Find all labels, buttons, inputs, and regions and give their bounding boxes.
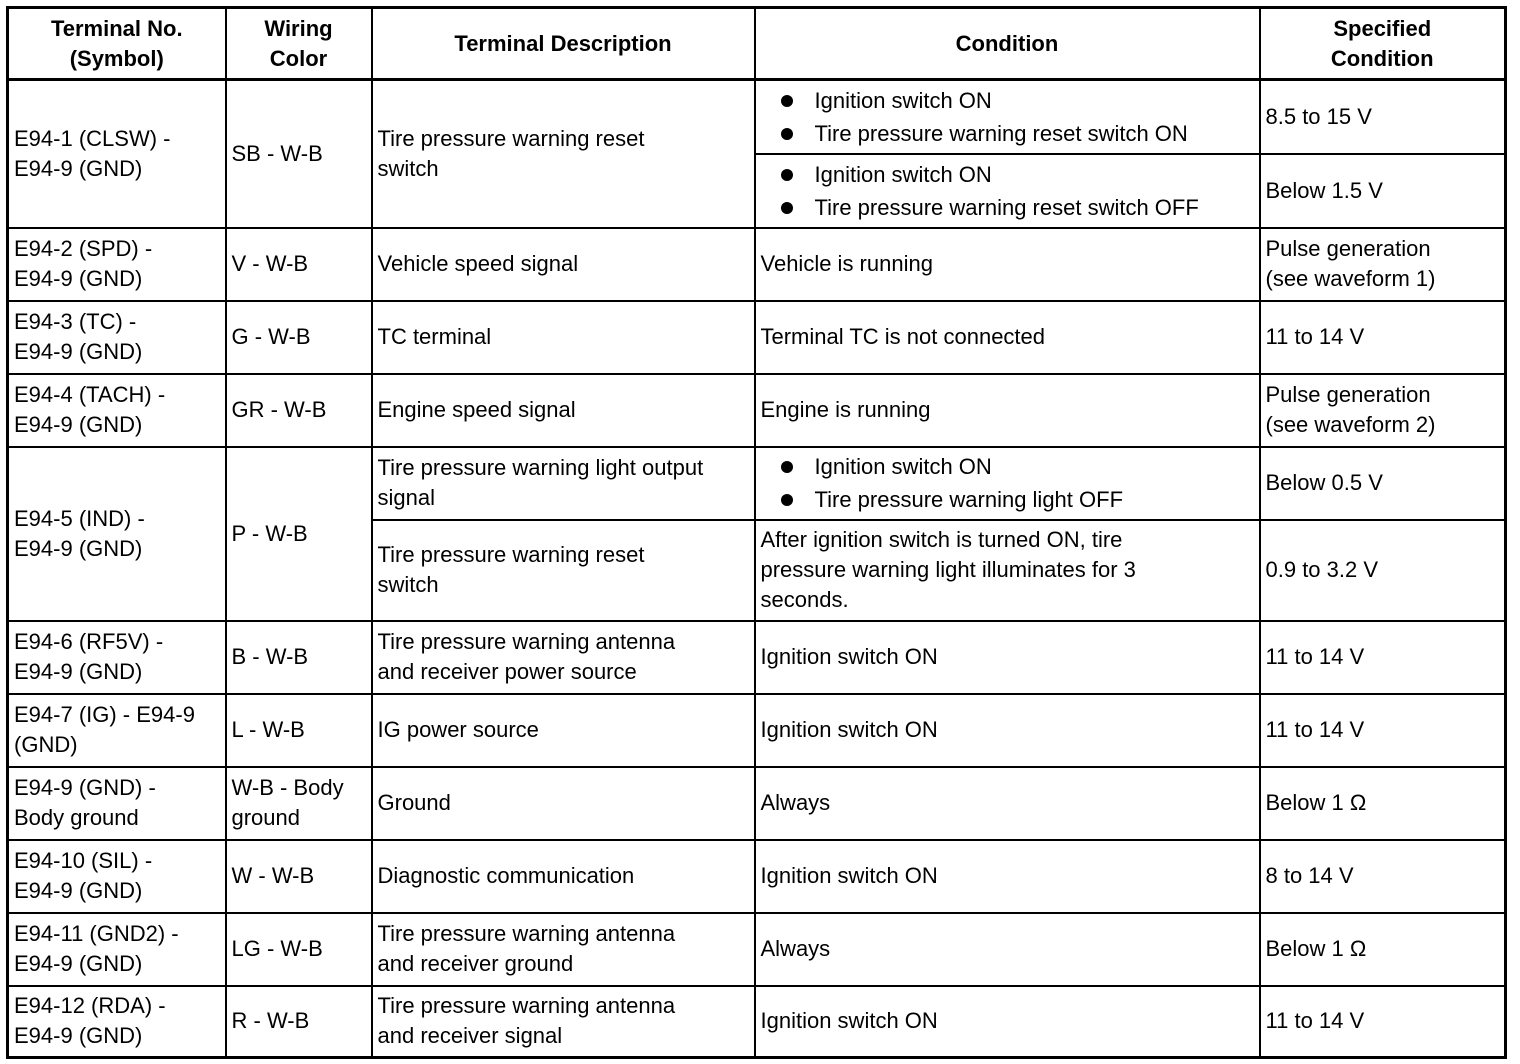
condition-cell: Engine is running	[755, 374, 1260, 447]
wiring-color-cell: SB - W-B	[226, 80, 372, 228]
description-cell: IG power source	[372, 694, 755, 767]
spec-cell: Below 0.5 V	[1260, 447, 1506, 520]
condition-cell: After ignition switch is turned ON, tire pressure warning light illuminates for 3 seconds.	[755, 520, 1260, 621]
terminal-cell: E94-6 (RF5V) - E94-9 (GND)	[8, 621, 226, 694]
description-cell: Tire pressure warning reset switch	[372, 80, 755, 228]
wiring-color-cell: L - W-B	[226, 694, 372, 767]
wiring-color-cell: W-B - Body ground	[226, 767, 372, 840]
condition-cell: Ignition switch ON	[755, 840, 1260, 913]
wiring-color-cell: R - W-B	[226, 986, 372, 1058]
header-specified-condition: Specified Condition	[1260, 8, 1506, 80]
wiring-color-cell: G - W-B	[226, 301, 372, 374]
wiring-color-cell: LG - W-B	[226, 913, 372, 986]
condition-bullet: Tire pressure warning reset switch ON	[781, 117, 1254, 150]
terminal-table-container	[6, 6, 1507, 1059]
description-cell: Ground	[372, 767, 755, 840]
spec-cell: 8 to 14 V	[1260, 840, 1506, 913]
condition-bullet: Ignition switch ON	[781, 450, 1254, 483]
terminal-cell: E94-9 (GND) - Body ground	[8, 767, 226, 840]
condition-cell: Ignition switch ON	[755, 986, 1260, 1058]
spec-cell: Pulse generation (see waveform 2)	[1260, 374, 1506, 447]
table-row	[8, 228, 1506, 301]
table-row	[8, 301, 1506, 374]
description-cell: Engine speed signal	[372, 374, 755, 447]
condition-bullet: Tire pressure warning reset switch OFF	[781, 191, 1254, 224]
wiring-color-cell: V - W-B	[226, 228, 372, 301]
table-row	[8, 840, 1506, 913]
condition-cell: Ignition switch ON	[755, 694, 1260, 767]
spec-cell: Below 1 Ω	[1260, 767, 1506, 840]
condition-cell: Always	[755, 913, 1260, 986]
spec-cell: Below 1 Ω	[1260, 913, 1506, 986]
terminal-cell: E94-5 (IND) - E94-9 (GND)	[8, 447, 226, 621]
condition-list	[761, 84, 1254, 150]
description-cell: Vehicle speed signal	[372, 228, 755, 301]
description-cell: Tire pressure warning antenna and receiver power source	[372, 621, 755, 694]
spec-cell: Pulse generation (see waveform 1)	[1260, 228, 1506, 301]
condition-cell: Terminal TC is not connected	[755, 301, 1260, 374]
spec-cell: Below 1.5 V	[1260, 154, 1506, 228]
header-terminal-no: Terminal No. (Symbol)	[8, 8, 226, 80]
wiring-color-cell: B - W-B	[226, 621, 372, 694]
table-row	[8, 767, 1506, 840]
wiring-color-cell: P - W-B	[226, 447, 372, 621]
condition-cell: Always	[755, 767, 1260, 840]
condition-cell: Vehicle is running	[755, 228, 1260, 301]
header-condition: Condition	[755, 8, 1260, 80]
description-cell: Diagnostic communication	[372, 840, 755, 913]
header-terminal-description: Terminal Description	[372, 8, 755, 80]
condition-bullet: Tire pressure warning light OFF	[781, 483, 1254, 516]
description-cell: TC terminal	[372, 301, 755, 374]
condition-cell: Ignition switch ON	[755, 621, 1260, 694]
table-row	[8, 374, 1506, 447]
terminal-cell: E94-1 (CLSW) - E94-9 (GND)	[8, 80, 226, 228]
terminal-cell: E94-2 (SPD) - E94-9 (GND)	[8, 228, 226, 301]
condition-cell	[755, 447, 1260, 520]
table-header-row	[8, 8, 1506, 80]
wiring-color-cell: W - W-B	[226, 840, 372, 913]
spec-cell: 11 to 14 V	[1260, 986, 1506, 1058]
condition-bullet: Ignition switch ON	[781, 84, 1254, 117]
description-cell: Tire pressure warning light output signal	[372, 447, 755, 520]
spec-cell: 8.5 to 15 V	[1260, 80, 1506, 154]
table-row	[8, 694, 1506, 767]
terminal-cell: E94-12 (RDA) - E94-9 (GND)	[8, 986, 226, 1058]
condition-list	[761, 450, 1254, 516]
terminal-cell: E94-4 (TACH) - E94-9 (GND)	[8, 374, 226, 447]
table-row	[8, 986, 1506, 1058]
spec-cell: 11 to 14 V	[1260, 621, 1506, 694]
spec-cell: 11 to 14 V	[1260, 301, 1506, 374]
description-cell: Tire pressure warning antenna and receiver signal	[372, 986, 755, 1058]
spec-cell: 11 to 14 V	[1260, 694, 1506, 767]
table-row	[8, 621, 1506, 694]
wiring-color-cell: GR - W-B	[226, 374, 372, 447]
terminal-inspection-table	[6, 6, 1507, 1059]
table-row	[8, 447, 1506, 520]
description-cell: Tire pressure warning reset switch	[372, 520, 755, 621]
terminal-cell: E94-7 (IG) - E94-9 (GND)	[8, 694, 226, 767]
table-row	[8, 80, 1506, 154]
condition-cell	[755, 154, 1260, 228]
condition-list	[761, 158, 1254, 224]
header-wiring-color: Wiring Color	[226, 8, 372, 80]
terminal-cell: E94-3 (TC) - E94-9 (GND)	[8, 301, 226, 374]
table-row	[8, 913, 1506, 986]
terminal-cell: E94-10 (SIL) - E94-9 (GND)	[8, 840, 226, 913]
description-cell: Tire pressure warning antenna and receiver ground	[372, 913, 755, 986]
condition-bullet: Ignition switch ON	[781, 158, 1254, 191]
terminal-cell: E94-11 (GND2) - E94-9 (GND)	[8, 913, 226, 986]
spec-cell: 0.9 to 3.2 V	[1260, 520, 1506, 621]
condition-cell	[755, 80, 1260, 154]
